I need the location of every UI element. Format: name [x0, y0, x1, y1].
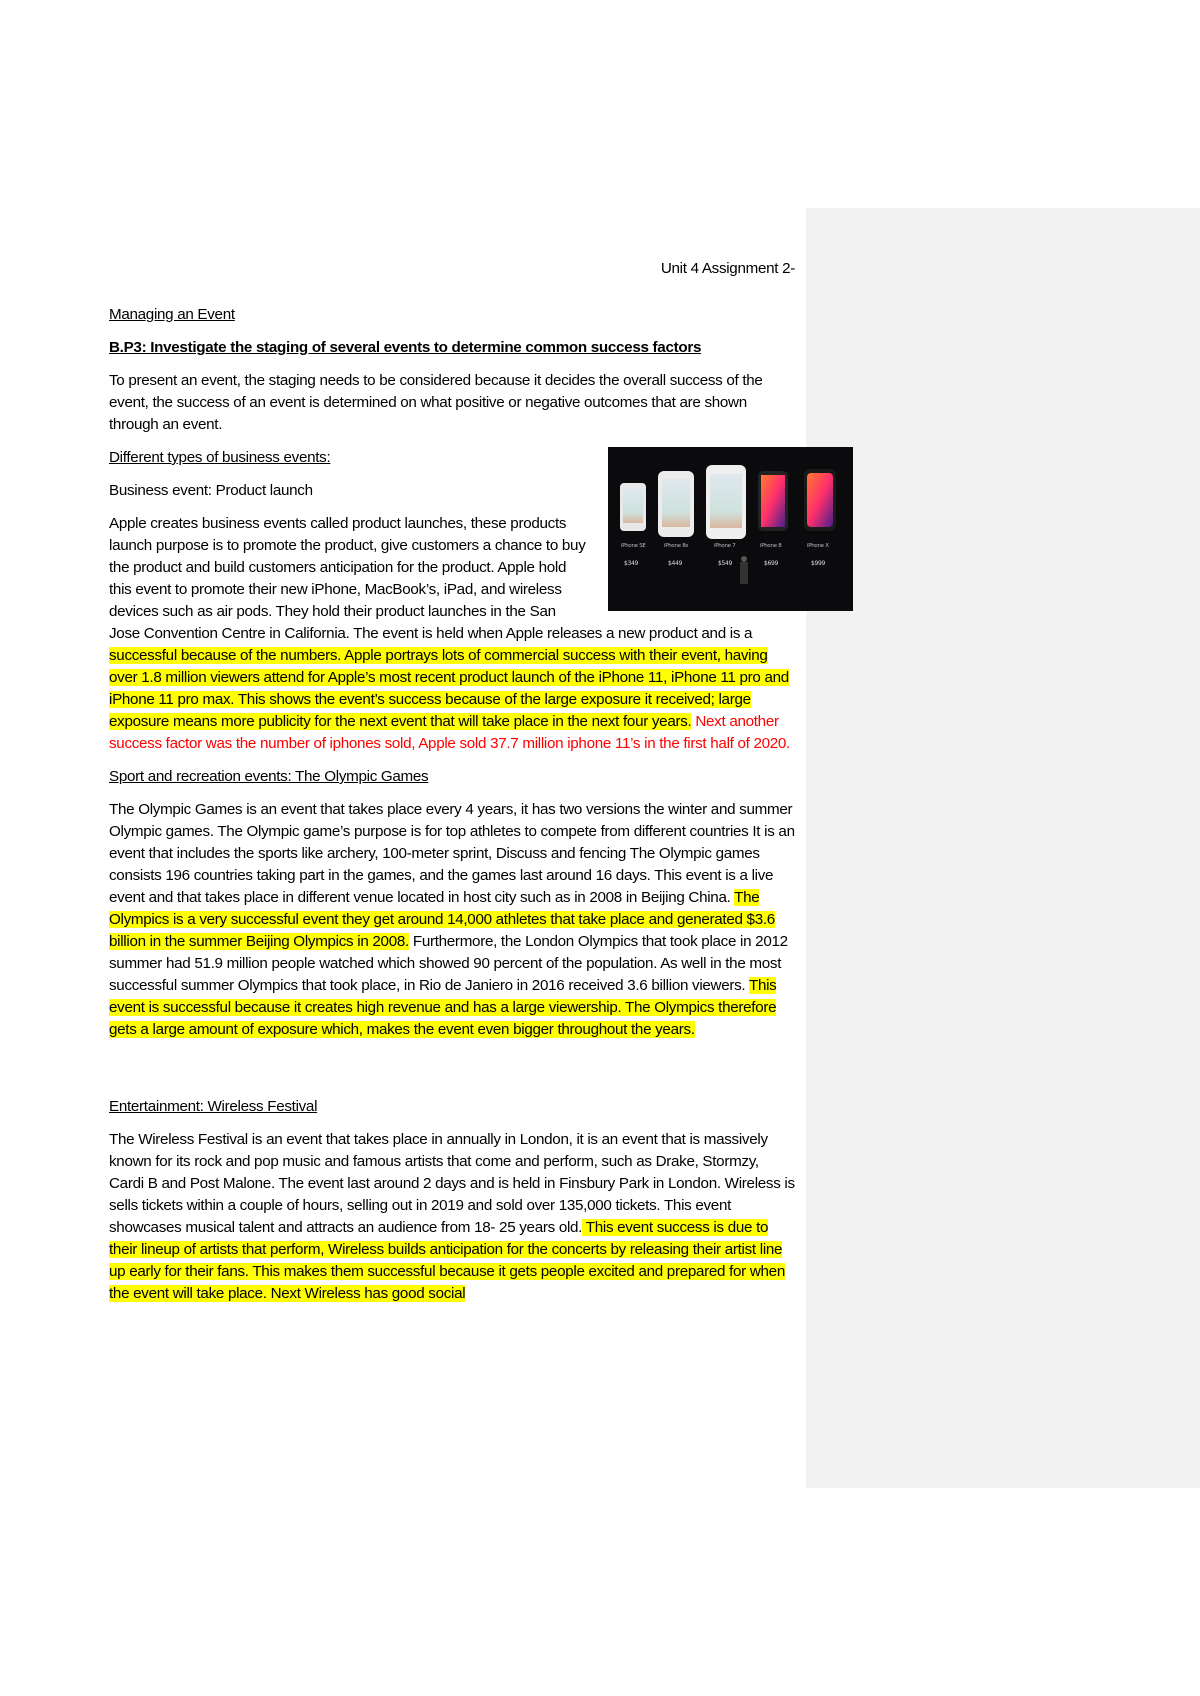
sport-paragraph: The Olympic Games is an event that takes place every 4 years, it has two versions the winter and summer Olympic games. The Olympic game’s purpose is for top athletes to compete from different countries It is an event that includes the sports like archery, 100-meter sprint, Discuss and fencing The Olympic games consists 196 countries taking part in the games, and the games last around 16 days. This event is a live event and that takes place in different venue located in host city such as in 2008 in Beijing China. The Olympics is a very successful event they get around 14,000 athletes that take place and generated $3.6 billion in the summer Beijing Olympics in 2008. Furthermore, the London Olympics that took place in 2012 summer had 51.9 million people watched which showed 90 percent of the population. As well in the most successful summer Olympics that took place, in Rio de Janiero in 2016 received 3.6 billion viewers. This event is successful because it creates high revenue and has a large viewership. The Olympics therefore gets a large amount of exposure which, makes the event even bigger throughout the years.: [109, 801, 795, 1038]
business-subheading: Business event: Product launch: [109, 482, 313, 499]
label-7: iPhone 7: [714, 543, 736, 549]
product-launch-graphic: [608, 447, 853, 611]
label-8: iPhone 8: [760, 543, 782, 549]
price-8s: $449: [668, 560, 683, 567]
document-page: [109, 258, 829, 1316]
price-x: $999: [811, 560, 826, 567]
label-se: iPhone SE: [621, 543, 646, 549]
entertainment-paragraph: The Wireless Festival is an event that takes place in annually in London, it is an event that is massively known for its rock and pop music and famous artists that come and perform, such as Drake, Stormzy, Cardi B and Post Malone. The event last around 2 days and is held in Finsbury Park in London. Wireless is sells tickets within a couple of hours, selling out in 2019 and sold over 135,000 tickets. This event showcases musical talent and attracts an audience from 18- 25 years old. This event success is due to their lineup of artists that perform, Wireless builds anticipation for the concerts by releasing their artist line up early for their fans. This makes them successful because it gets people excited and prepared for when the event will take place. Next Wireless has good social: [109, 1131, 795, 1302]
phone-8s: [658, 471, 694, 537]
price-7: $549: [718, 560, 733, 567]
sport-subheading: Sport and recreation events: The Olympic Games: [109, 768, 429, 785]
phone-se: [620, 483, 646, 531]
task-heading: B.P3: Investigate the staging of several events to determine common success factors: [109, 339, 702, 356]
business-paragraph: Apple creates business events called product launches, these products launch purpose is to promote the product, give customers a chance to buy the product and build customers anticipation for the product. Apple hold this event to promote their new iPhone, MacBook’s, iPad, and wireless devices such as air pods. They hold their product launches in the San Jose Convention Centre in California. The event is held when Apple releases a new product and is a successful because of the numbers. Apple portrays lots of commercial success with their event, having over 1.8 million viewers attend for Apple’s most recent product launch of the iPhone 11, iPhone 11 pro and iPhone 11 pro max. This shows the event’s success because of the large exposure it received; large exposure means more publicity for the next event that will take place in the next four years. Next another success factor was the number of iphones sold, Apple sold 37.7 million iphone 11’s in the first half of 2020.: [109, 515, 790, 752]
types-heading: Different types of business events:: [109, 449, 331, 466]
label-8s: iPhone 8s: [664, 543, 688, 549]
label-x: iPhone X: [807, 543, 829, 549]
entertainment-subheading: Entertainment: Wireless Festival: [109, 1098, 318, 1115]
phone-7: [706, 465, 746, 539]
phone-8: [758, 471, 788, 531]
price-8: $699: [764, 560, 779, 567]
product-launch-photo: [608, 447, 853, 611]
blank-line: [109, 1052, 795, 1096]
comment-pane: [806, 208, 1200, 1488]
price-se: $349: [624, 560, 639, 567]
phone-x: [804, 469, 836, 531]
page-header: Unit 4 Assignment 2-: [660, 260, 795, 277]
doc-title: Managing an Event: [109, 306, 235, 323]
intro-paragraph: To present an event, the staging needs to be considered because it decides the overall success of the event, the success of an event is determined on what positive or negative outcomes that are shown through an event.: [109, 372, 763, 433]
